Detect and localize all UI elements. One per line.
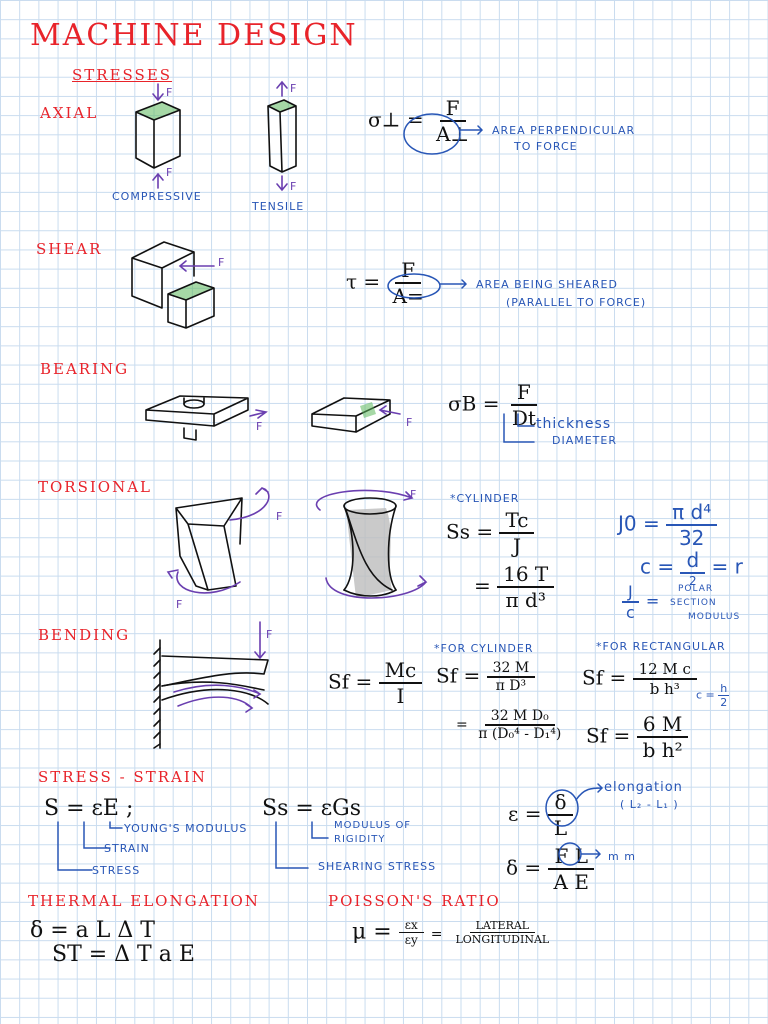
- polar-moment-eq: [618, 500, 717, 550]
- torsion-eq2-den: π d³: [505, 588, 546, 612]
- deformation-circle-arrow: [552, 842, 612, 870]
- torsion-eq2-lhs: =: [474, 573, 491, 598]
- torsion-force-3: F: [410, 488, 417, 501]
- polar-label-3: MODULUS: [688, 612, 741, 622]
- bearing-eq-lhs: σB =: [448, 391, 500, 416]
- polar-moment-lhs: J0 =: [618, 511, 660, 536]
- shearing-stress-label: SHEARING STRESS: [318, 860, 437, 873]
- bending-eq: [328, 658, 422, 708]
- torsion-cylinder-note: *CYLINDER: [450, 492, 520, 505]
- bending-cyl-eq-num: 32 M: [487, 660, 536, 678]
- axial-force-bottom-tensile: F: [290, 180, 297, 193]
- young-modulus-label: YOUNG'S MODULUS: [124, 822, 248, 835]
- axial-force-top-tensile: F: [290, 82, 297, 95]
- bending-cyl-eq2: [456, 708, 567, 742]
- bending-rect-eq2-num: 6 M: [637, 712, 689, 738]
- bending-cyl-eq-lhs: Sf =: [436, 663, 481, 688]
- stresses-heading: STRESSES: [72, 66, 173, 84]
- stress-strain-eq1: S = εE ;: [44, 796, 134, 821]
- c-radius-den: 2: [689, 574, 697, 588]
- strain-eq-lhs: ε =: [508, 801, 542, 826]
- strain-eq-num: δ: [548, 790, 572, 816]
- torsion-eq1: [446, 508, 534, 558]
- poisson-lhs: μ =: [352, 919, 392, 945]
- polar-moment-den: 32: [678, 526, 705, 550]
- bearing-note-thickness: thickness: [536, 416, 612, 432]
- bending-cyl-eq-den: π D³: [495, 678, 527, 694]
- bending-eq-num: Mc: [379, 658, 423, 684]
- c-radius-rhs: = r: [711, 554, 743, 579]
- deformation-eq-num: F L: [548, 844, 594, 870]
- thermal-label: THERMAL ELONGATION: [28, 892, 260, 910]
- stress-strain-label: STRESS - STRAIN: [38, 768, 207, 786]
- stress-label: STRESS: [92, 864, 141, 877]
- bearing-eq-den: Dt: [511, 406, 536, 430]
- j-over-c-num: J: [622, 582, 639, 603]
- torsion-eq1-lhs: Ss =: [446, 519, 494, 544]
- shear-eq-den: A=: [392, 284, 424, 308]
- shear-force: F: [218, 256, 225, 269]
- shear-circle-arrow: [386, 272, 476, 302]
- torsion-eq2-num: 16 T: [497, 562, 554, 588]
- j-over-c: $\frac{J}{c}$ =: [620, 582, 659, 622]
- bending-cylinder-note: *FOR CYLINDER: [434, 642, 534, 655]
- tensile-label: TENSILE: [252, 200, 305, 213]
- strain-circle-arrow: [540, 780, 610, 830]
- shear-eq-lhs: τ =: [346, 269, 381, 294]
- bearing-diagram: [140, 388, 420, 448]
- bending-force: F: [266, 628, 273, 641]
- torsional-label: TORSIONAL: [38, 478, 153, 496]
- poisson-eq: [352, 918, 555, 947]
- strain-eq-den: L: [553, 816, 568, 840]
- bending-cyl-eq: [436, 660, 535, 694]
- poisson-num1: εx: [399, 918, 424, 933]
- bending-rect-eq2: [586, 712, 689, 762]
- shear-eq-num: F: [395, 258, 421, 284]
- axial-note-line2: TO FORCE: [514, 140, 578, 153]
- axial-label: AXIAL: [40, 104, 99, 122]
- axial-eq-den: A⊥: [435, 122, 470, 146]
- strain-label: STRAIN: [104, 842, 150, 855]
- bending-cyl-eq2-lhs: =: [456, 717, 468, 733]
- deformation-unit: m m: [608, 850, 636, 863]
- thermal-eq2: ST = Δ T a E: [52, 942, 195, 967]
- bending-rect-eq-num: 12 M c: [633, 660, 697, 680]
- shear-note-line2: (PARALLEL TO FORCE): [506, 296, 647, 309]
- j-over-c-den: c: [626, 603, 635, 622]
- c-radius-lhs: c =: [640, 554, 675, 579]
- rigidity-label-2: RIGIDITY: [334, 834, 386, 845]
- deformation-eq-lhs: δ =: [506, 855, 542, 880]
- poisson-label: POISSON'S RATIO: [328, 892, 501, 910]
- bending-rect-eq2-den: b h²: [642, 738, 683, 762]
- bearing-eq-num: F: [511, 380, 537, 406]
- bearing-force-2: F: [406, 416, 413, 429]
- shear-strain-eq: Ss = εGs: [262, 796, 362, 821]
- bending-rect-eq2-lhs: Sf =: [586, 723, 631, 748]
- thermal-eq1: δ = a L Δ T: [30, 918, 155, 943]
- torsion-force-2: F: [176, 598, 183, 611]
- torsion-eq1-den: J: [512, 534, 521, 558]
- bearing-note-diameter: DIAMETER: [552, 434, 617, 447]
- bending-diagram: [152, 620, 282, 752]
- poisson-num2: LATERAL: [470, 919, 536, 933]
- elongation-label: elongation: [604, 780, 683, 795]
- shear-note-line1: AREA BEING SHEARED: [476, 278, 618, 291]
- bending-eq-den: I: [396, 684, 405, 708]
- axial-circle-arrow: [402, 112, 492, 158]
- axial-force-bottom-compressive: F: [166, 166, 173, 179]
- bending-cyl-eq2-den: π (D₀⁴ - D₁⁴): [478, 726, 562, 742]
- polar-label-1: POLAR: [678, 584, 714, 594]
- torsional-diagram: [150, 486, 440, 612]
- shear-diagram: [124, 236, 234, 330]
- bearing-label: BEARING: [40, 360, 130, 378]
- deformation-eq-den: A E: [553, 870, 589, 894]
- bearing-brackets: [500, 412, 540, 452]
- torsion-force-1: F: [276, 510, 283, 523]
- poisson-den1: εy: [404, 933, 418, 947]
- torsion-eq1-num: Tc: [499, 508, 534, 534]
- bending-rect-eq-den: b h³: [649, 680, 680, 698]
- torsion-eq2: [474, 562, 554, 612]
- axial-eq-num: F: [440, 96, 466, 122]
- bending-eq-lhs: Sf =: [328, 669, 373, 694]
- axial-eq-lhs: σ⊥ =: [368, 107, 424, 132]
- rigidity-label-1: MODULUS OF: [334, 820, 412, 831]
- bending-c-lhs: c =: [696, 688, 715, 702]
- polar-moment-num: π d⁴: [666, 500, 717, 526]
- bending-label: BENDING: [38, 626, 131, 644]
- poisson-mid: =: [430, 926, 443, 943]
- bending-rect-eq-lhs: Sf =: [582, 665, 627, 690]
- bending-cyl-eq2-num: 32 M D₀: [485, 708, 555, 726]
- axial-note-line1: AREA PERPENDICULAR: [492, 124, 636, 137]
- bending-c-note: [696, 682, 729, 709]
- bending-c-den: 2: [720, 696, 728, 709]
- elongation-formula: ( L₂ - L₁ ): [620, 798, 679, 811]
- bending-rect-eq: [582, 660, 697, 698]
- bending-c-num: h: [720, 682, 728, 695]
- bending-rect-note: *FOR RECTANGULAR: [596, 640, 726, 653]
- compressive-label: COMPRESSIVE: [112, 190, 202, 203]
- polar-label-2: SECTION: [670, 598, 717, 608]
- c-radius-num: d: [680, 548, 705, 574]
- page-title: MACHINE DESIGN: [30, 18, 358, 53]
- shear-label: SHEAR: [36, 240, 103, 258]
- axial-force-top-compressive: F: [166, 86, 173, 99]
- bearing-force-1: F: [256, 420, 263, 433]
- poisson-den2: LONGITUDINAL: [455, 933, 550, 946]
